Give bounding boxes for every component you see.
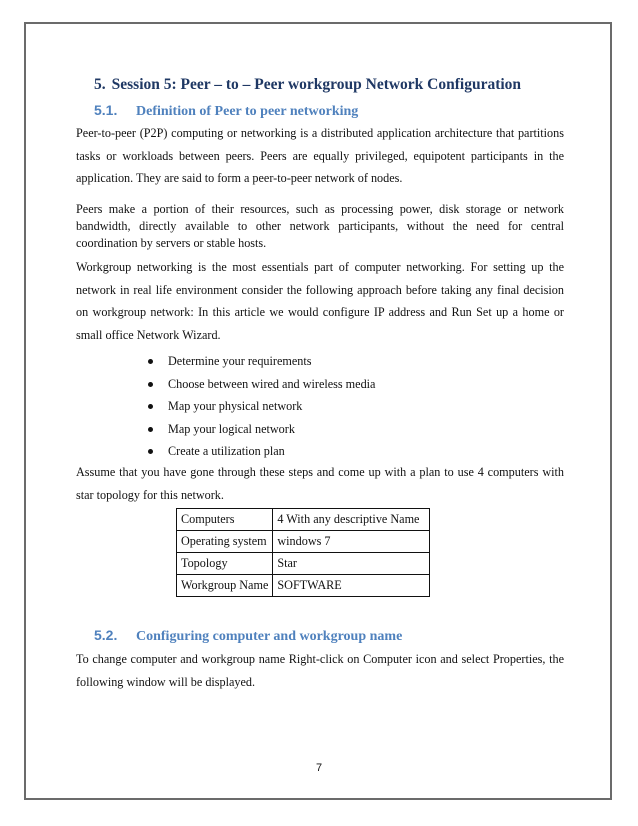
table-row xyxy=(177,509,430,531)
subsection-number: 5.1. xyxy=(94,102,118,118)
table-cell: Computers xyxy=(177,509,273,531)
paragraph-plan: Assume that you have gone through these steps and come up with a plan to use 4 computers with star topology for this network. xyxy=(76,465,564,502)
subsection-title-text: Configuring computer and workgroup name xyxy=(136,629,403,644)
list-item: Create a utilization plan xyxy=(148,440,375,463)
list-item: Determine your requirements xyxy=(148,350,375,373)
list-item: Map your logical network xyxy=(148,418,375,441)
table-cell: SOFTWARE xyxy=(273,575,430,597)
table-row xyxy=(177,553,430,575)
subsection-number: 5.2. xyxy=(94,627,118,643)
table-cell: Workgroup Name xyxy=(177,575,273,597)
table-cell: Star xyxy=(273,553,430,575)
table-row xyxy=(177,531,430,553)
subsection-title-text: Definition of Peer to peer networking xyxy=(136,104,359,119)
subsection-title-configuring xyxy=(94,627,402,645)
list-item: Choose between wired and wireless media xyxy=(148,373,375,396)
table-cell: Operating system xyxy=(177,531,273,553)
paragraph-change-name: To change computer and workgroup name Right-click on Computer icon and select Properties, the following window will be displayed. xyxy=(76,652,564,689)
section-title xyxy=(94,76,521,94)
table-cell: windows 7 xyxy=(273,531,430,553)
page-number: 7 xyxy=(315,762,323,774)
list-item: Map your physical network xyxy=(148,395,375,418)
paragraph-workgroup-networking: Workgroup networking is the most essentials part of computer networking. For setting up the network in real life environment consider the following approach before taking any final decision on workgroup network: In this article we would configure IP address and Run Set up a home or small office Network Wizard. xyxy=(76,260,564,342)
table-row xyxy=(177,575,430,597)
table-cell: 4 With any descriptive Name xyxy=(273,509,430,531)
paragraph-p2p-definition: Peer-to-peer (P2P) computing or networking is a distributed application architecture that partitions tasks or workloads between peers. Peers are equally privileged, equipotent participants in the application. They are said to form a peer-to-peer network of nodes. xyxy=(76,126,564,185)
steps-list xyxy=(148,350,375,463)
subsection-title-definition xyxy=(94,102,358,120)
section-title-text: Session 5: Peer – to – Peer workgroup Network Configuration xyxy=(111,76,522,93)
table-cell: Topology xyxy=(177,553,273,575)
section-number: 5. xyxy=(94,76,106,93)
paragraph-peers-resources: Peers make a portion of their resources, such as processing power, disk storage or network bandwidth, directly available to other network participants, without the need for central coordination by servers or stable hosts. xyxy=(76,202,564,250)
network-config-table xyxy=(176,508,430,597)
